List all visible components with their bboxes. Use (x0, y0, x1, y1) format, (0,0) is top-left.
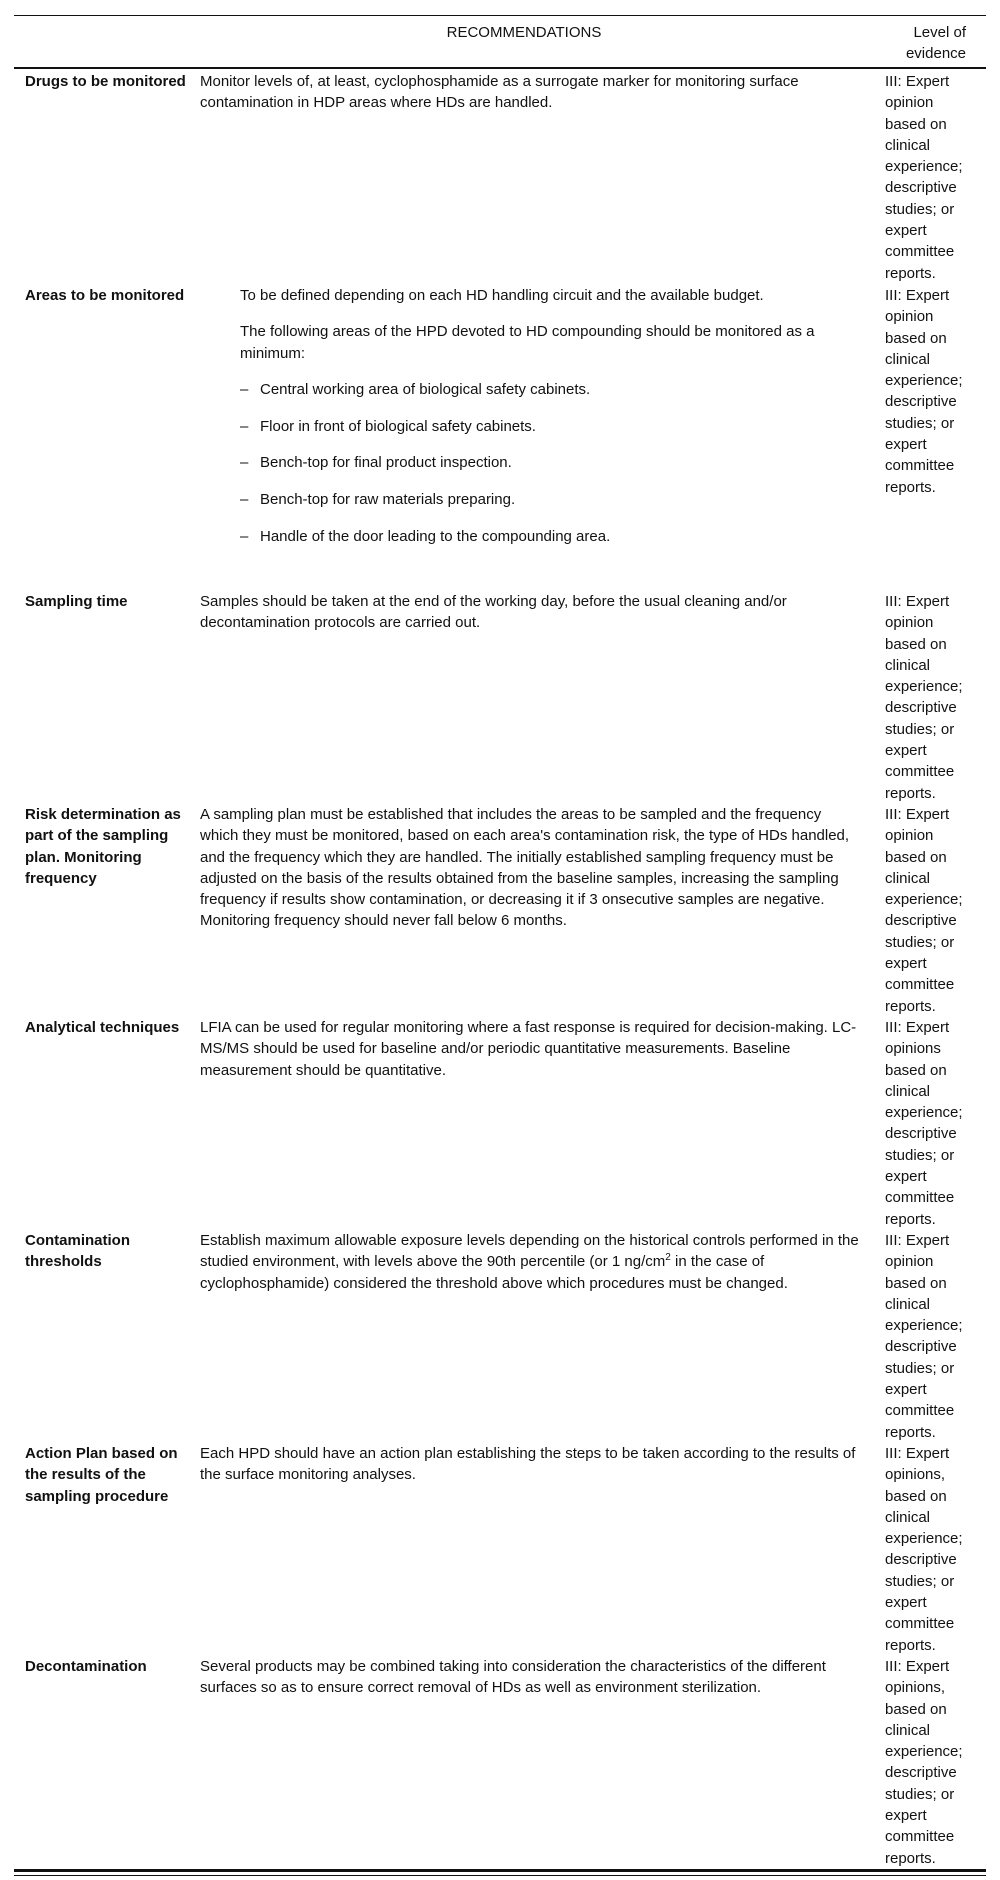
row-recommendation: Samples should be taken at the end of the working day, before the usual cleaning and/or decontamination protocols are carried out. (200, 593, 787, 632)
areas-list (240, 379, 861, 547)
row-label: Contamination thresholds (25, 1232, 130, 1271)
list-item (240, 416, 861, 437)
row-recommendation: Several products may be combined taking into consideration the characteristics of the different surfaces so as to ensure correct removal of HDs as well as environment sterilization. (200, 1658, 826, 1697)
row-recommendation (189, 283, 875, 589)
row-evidence (875, 802, 986, 1015)
dash-marker-icon: – (240, 417, 249, 435)
row-label: Decontamination (25, 1658, 147, 1675)
dash-marker-icon: – (240, 454, 249, 472)
evidence-text: III: Expert opinion based on clinical experience; descriptive studies; or expert committee reports. (885, 73, 963, 282)
row-label: Analytical techniques (25, 1019, 180, 1036)
dash-marker-icon: – (240, 528, 249, 546)
row-label: Action Plan based on the results of the sampling procedure (25, 1445, 178, 1505)
list-item (240, 526, 861, 547)
table-row (14, 69, 986, 283)
row-label: Risk determination as part of the sampling plan. Monitoring frequency (25, 806, 181, 887)
row-evidence (875, 283, 986, 589)
row-recommendation: Each HPD should have an action plan establishing the steps to be taken according to the results of the surface monitoring analyses. (200, 1445, 856, 1484)
table-row (14, 1228, 986, 1441)
row-label: Areas to be monitored (25, 287, 185, 304)
header-level-of-evidence: Level of evidence (905, 24, 966, 62)
row-recommendation: A sampling plan must be established that includes the areas to be sampled and the frequency which they must be monitored, based on each area's contamination risk, the type of HDs handled, and the frequency which they are handled. The initially established sampling frequency must be adjusted on the basis of the results obtained from the baseline samples, increasing the sampling frequency if results show contamination, or decreasing it if 3 onsecutive samples are negative. Monitoring frequency should never fall below 6 months. (200, 806, 850, 930)
superscript: 2 (665, 1252, 671, 1264)
recommendation-paragraph: The following areas of the HPD devoted to HD compounding should be monitored as a minimum: (240, 323, 815, 362)
list-item-text: Central working area of biological safety cabinets. (260, 380, 591, 398)
dash-marker-icon: – (240, 491, 249, 509)
row-recommendation: Monitor levels of, at least, cyclophosphamide as a surrogate marker for monitoring surface contamination in HDP areas where HDs are handled. (200, 73, 799, 112)
evidence-text: III: Expert opinions, based on clinical experience; descriptive studies; or expert committee reports. (885, 1445, 963, 1654)
list-item (240, 489, 861, 510)
dash-marker-icon: – (240, 380, 249, 398)
evidence-text: III: Expert opinion based on clinical experience; descriptive studies; or expert committee reports. (885, 287, 963, 496)
table-bottom-rule-secondary (14, 1875, 986, 1876)
evidence-text: III: Expert opinion based on clinical experience; descriptive studies; or expert committee reports. (885, 593, 963, 802)
list-item-text: Handle of the door leading to the compounding area. (260, 528, 611, 546)
row-evidence (875, 1015, 986, 1228)
table-row (14, 1015, 986, 1228)
row-label: Drugs to be monitored (25, 73, 186, 90)
list-item-text: Floor in front of biological safety cabinets. (260, 417, 536, 435)
list-item (240, 452, 861, 473)
row-recommendation: LFIA can be used for regular monitoring where a fast response is required for decision-making. LC-MS/MS should be used for baseline and/or periodic quantitative measurements. Baseline measurement should be quantitative. (200, 1019, 857, 1079)
header-recommendations: RECOMMENDATIONS (446, 24, 602, 41)
row-evidence (875, 1654, 986, 1867)
table-header (14, 16, 986, 69)
row-label: Sampling time (25, 593, 128, 610)
evidence-text: III: Expert opinion based on clinical experience; descriptive studies; or expert committee reports. (885, 806, 963, 1015)
table-row (14, 589, 986, 802)
table-row (14, 802, 986, 1015)
row-evidence (875, 1441, 986, 1654)
row-evidence (875, 1228, 986, 1441)
list-item (240, 379, 861, 400)
table-bottom-rule (14, 1869, 986, 1872)
recommendation-text: in the case of cyclophosphamide) considered the threshold above which procedures must be changed. (200, 1253, 788, 1292)
recommendation-paragraph: To be defined depending on each HD handling circuit and the available budget. (240, 287, 764, 304)
row-evidence (875, 589, 986, 802)
table-row (14, 1654, 986, 1867)
recommendations-table (14, 15, 986, 1876)
recommendation-text: Establish maximum allowable exposure levels depending on the historical controls performed in the studied environment, with levels above the 90th percentile (or 1 ng/cm (200, 1232, 859, 1271)
evidence-text: III: Expert opinions, based on clinical experience; descriptive studies; or expert committee reports. (885, 1658, 963, 1867)
evidence-text: III: Expert opinion based on clinical experience; descriptive studies; or expert committee reports. (885, 1232, 963, 1441)
evidence-text: III: Expert opinions based on clinical experience; descriptive studies; or expert committee reports. (885, 1019, 963, 1228)
list-item-text: Bench-top for final product inspection. (260, 454, 512, 472)
row-evidence (875, 69, 986, 283)
list-item-text: Bench-top for raw materials preparing. (260, 491, 516, 509)
row-recommendation (189, 1228, 875, 1441)
table-row (14, 283, 986, 589)
table-row (14, 1441, 986, 1654)
